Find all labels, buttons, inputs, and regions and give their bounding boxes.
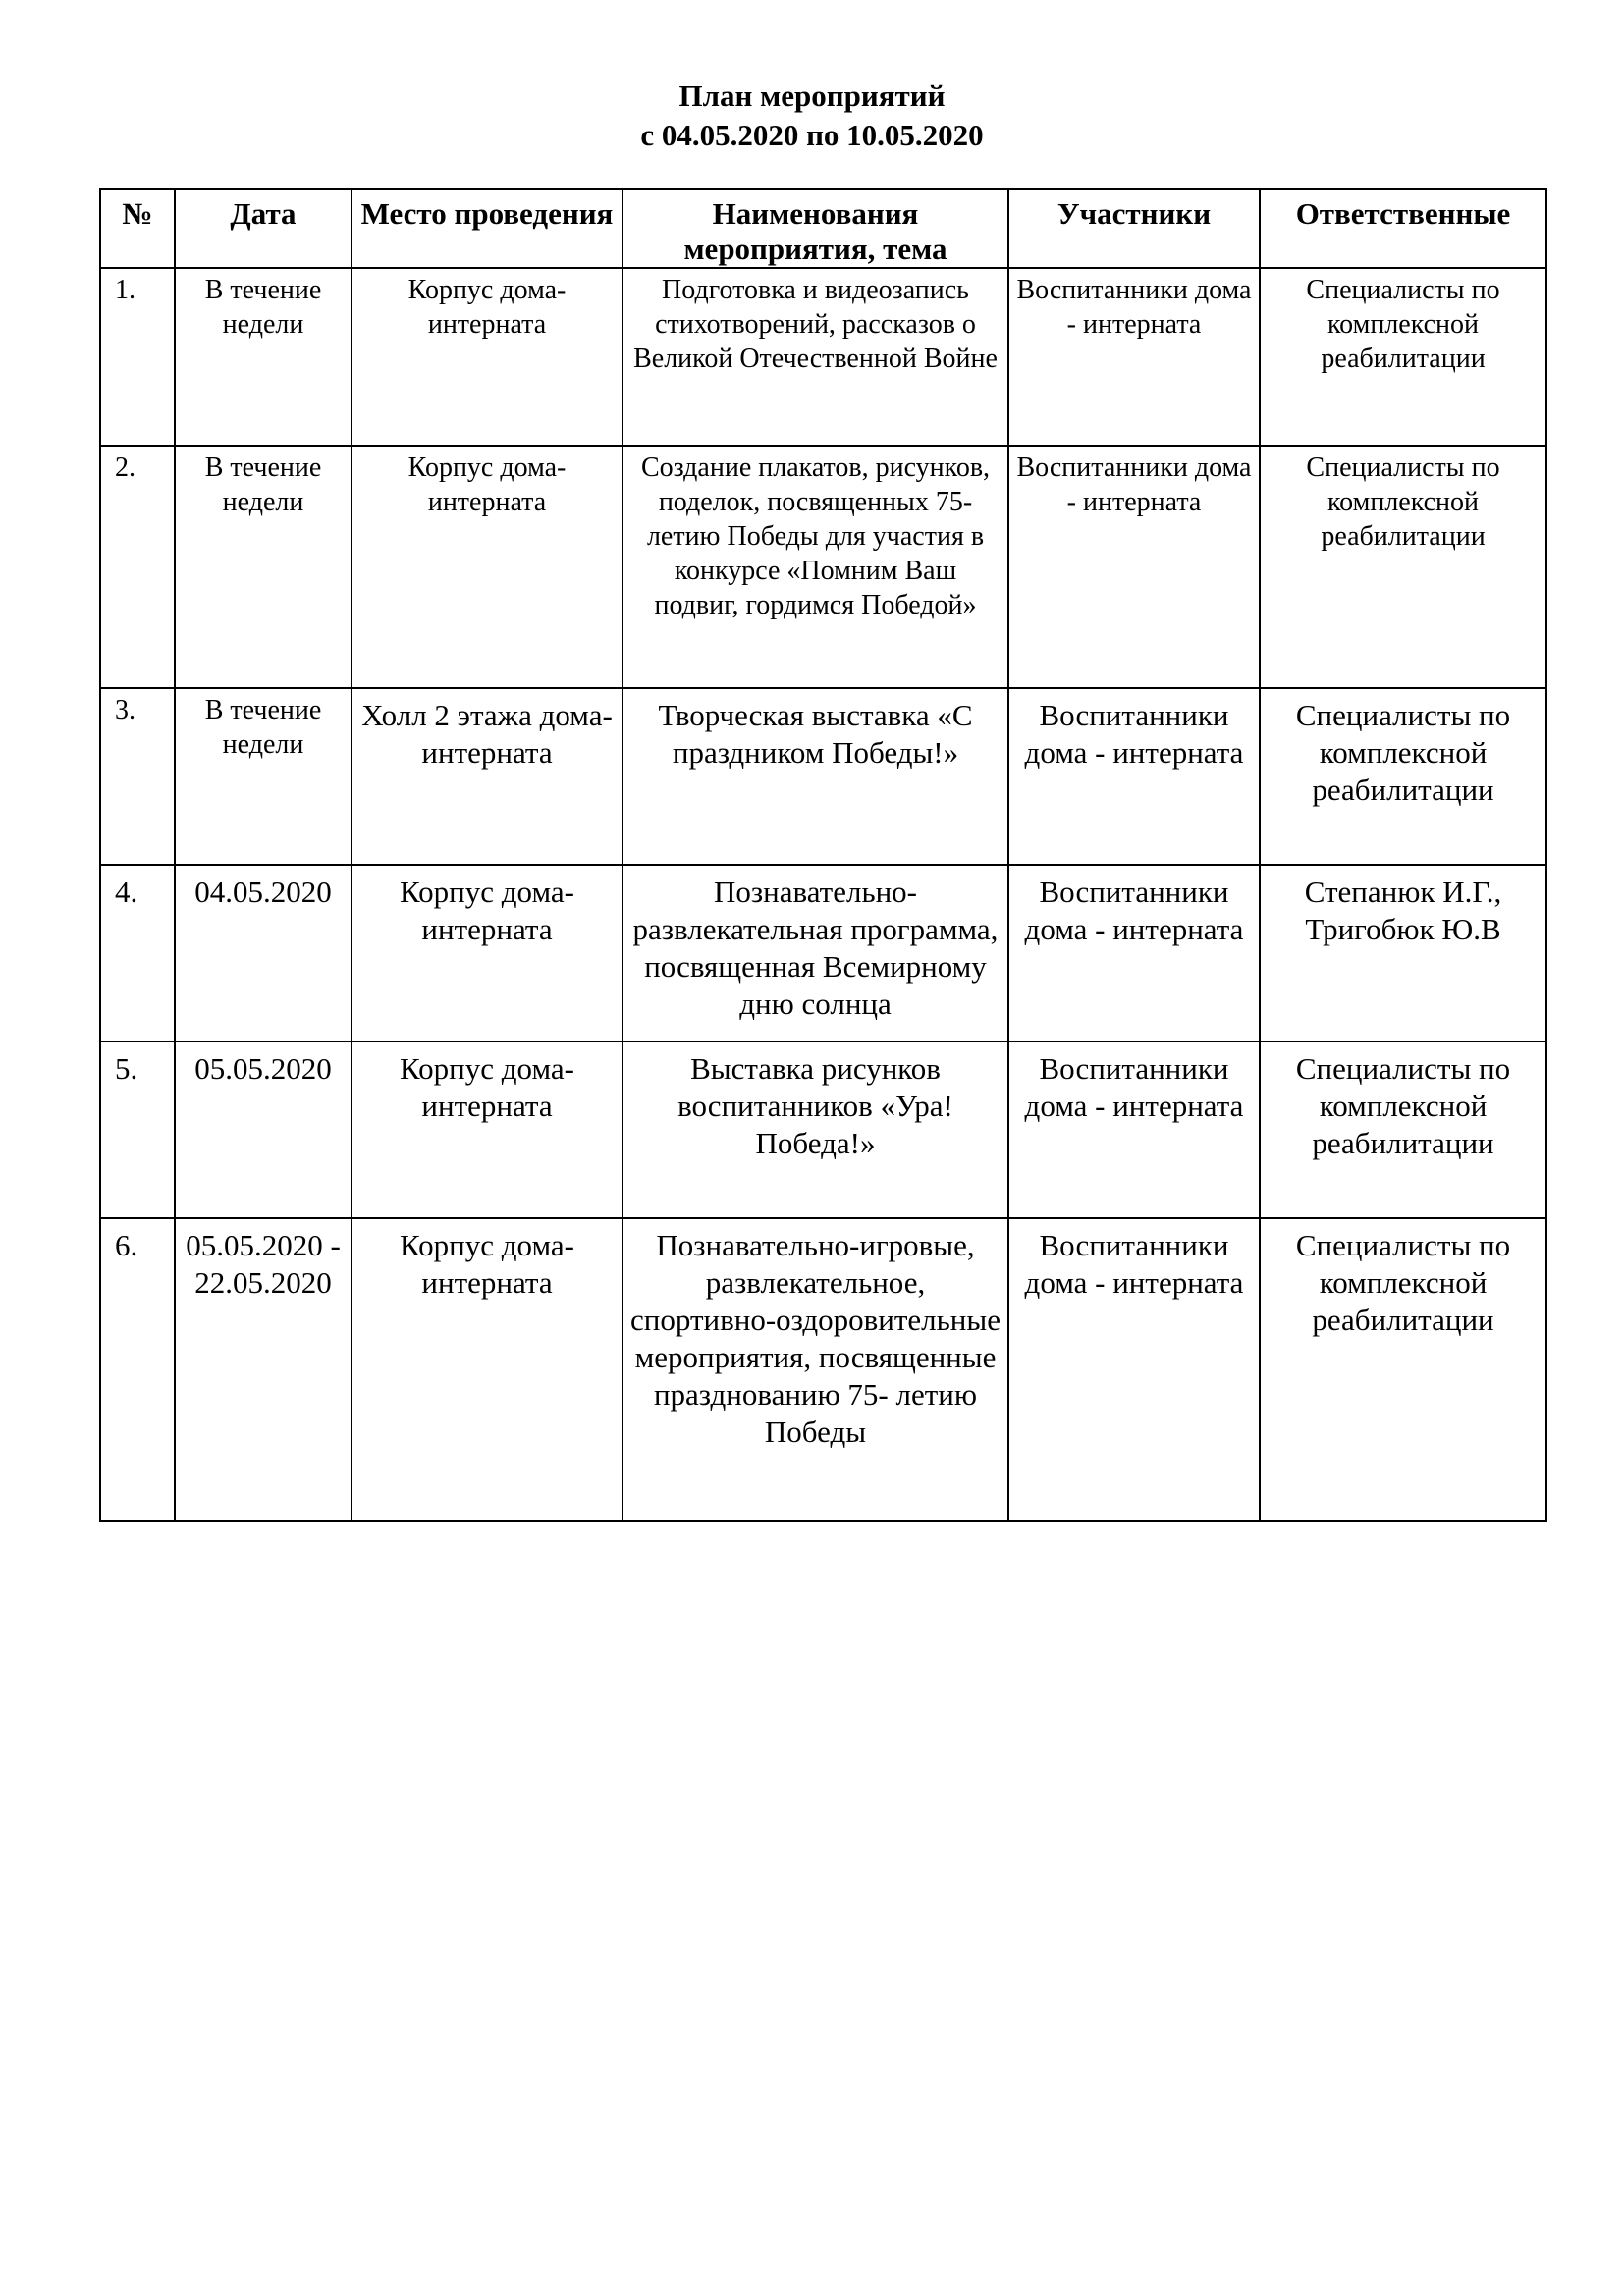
row-date: 05.05.2020 - 22.05.2020	[175, 1218, 352, 1521]
row-responsible: Специалисты по комплексной реабилитации	[1260, 688, 1546, 865]
row-event-name: Выставка рисунков воспитанников «Ура! Победа!»	[623, 1041, 1008, 1218]
table-row	[100, 268, 1546, 446]
row-participants: Воспитанники дома - интерната	[1008, 446, 1260, 688]
row-place: Корпус дома-интерната	[352, 1041, 623, 1218]
row-participants: Воспитанники дома - интерната	[1008, 1041, 1260, 1218]
row-number: 5.	[100, 1041, 175, 1218]
table-row	[100, 1218, 1546, 1521]
row-event-name: Познавательно-развлекательная программа, посвященная Всемирному дню солнца	[623, 865, 1008, 1041]
row-event-name: Подготовка и видеозапись стихотворений, рассказов о Великой Отечественной Войне	[623, 268, 1008, 446]
row-responsible: Специалисты по комплексной реабилитации	[1260, 1041, 1546, 1218]
row-place: Корпус дома-интерната	[352, 268, 623, 446]
header-event-name: Наименования мероприятия, тема	[623, 189, 1008, 268]
row-responsible: Степанюк И.Г., Тригобюк Ю.В	[1260, 865, 1546, 1041]
row-date: В течение недели	[175, 446, 352, 688]
row-place: Корпус дома-интерната	[352, 446, 623, 688]
row-participants: Воспитанники дома - интерната	[1008, 268, 1260, 446]
row-place: Корпус дома-интерната	[352, 1218, 623, 1521]
row-number: 4.	[100, 865, 175, 1041]
document-title	[0, 77, 1624, 155]
row-participants: Воспитанники дома - интерната	[1008, 865, 1260, 1041]
row-responsible: Специалисты по комплексной реабилитации	[1260, 268, 1546, 446]
row-event-name: Создание плакатов, рисунков, поделок, посвященных 75-летию Победы для участия в конкурсе «Помним Ваш подвиг, гордимся Победой»	[623, 446, 1008, 688]
row-number: 2.	[100, 446, 175, 688]
row-date: В течение недели	[175, 688, 352, 865]
header-participants: Участники	[1008, 189, 1260, 268]
row-responsible: Специалисты по комплексной реабилитации	[1260, 446, 1546, 688]
header-place: Место проведения	[352, 189, 623, 268]
row-participants: Воспитанники дома - интерната	[1008, 688, 1260, 865]
events-table	[99, 188, 1547, 1522]
header-responsible: Ответственные	[1260, 189, 1546, 268]
row-date: 05.05.2020	[175, 1041, 352, 1218]
title-line-2: с 04.05.2020 по 10.05.2020	[640, 118, 984, 152]
row-number: 1.	[100, 268, 175, 446]
row-event-name: Творческая выставка «С праздником Победы!»	[623, 688, 1008, 865]
row-responsible: Специалисты по комплексной реабилитации	[1260, 1218, 1546, 1521]
header-number: №	[100, 189, 175, 268]
header-date: Дата	[175, 189, 352, 268]
row-event-name: Познавательно-игровые, развлекательное, спортивно-оздоровительные мероприятия, посвященные празднованию 75- летию Победы	[623, 1218, 1008, 1521]
table-row	[100, 865, 1546, 1041]
row-place: Холл 2 этажа дома-интерната	[352, 688, 623, 865]
row-number: 6.	[100, 1218, 175, 1521]
row-date: В течение недели	[175, 268, 352, 446]
title-line-1: План мероприятий	[678, 79, 946, 113]
table-header-row	[100, 189, 1546, 268]
table-row	[100, 688, 1546, 865]
row-number: 3.	[100, 688, 175, 865]
row-participants: Воспитанники дома - интерната	[1008, 1218, 1260, 1521]
table-row	[100, 446, 1546, 688]
row-place: Корпус дома-интерната	[352, 865, 623, 1041]
row-date: 04.05.2020	[175, 865, 352, 1041]
table-row	[100, 1041, 1546, 1218]
